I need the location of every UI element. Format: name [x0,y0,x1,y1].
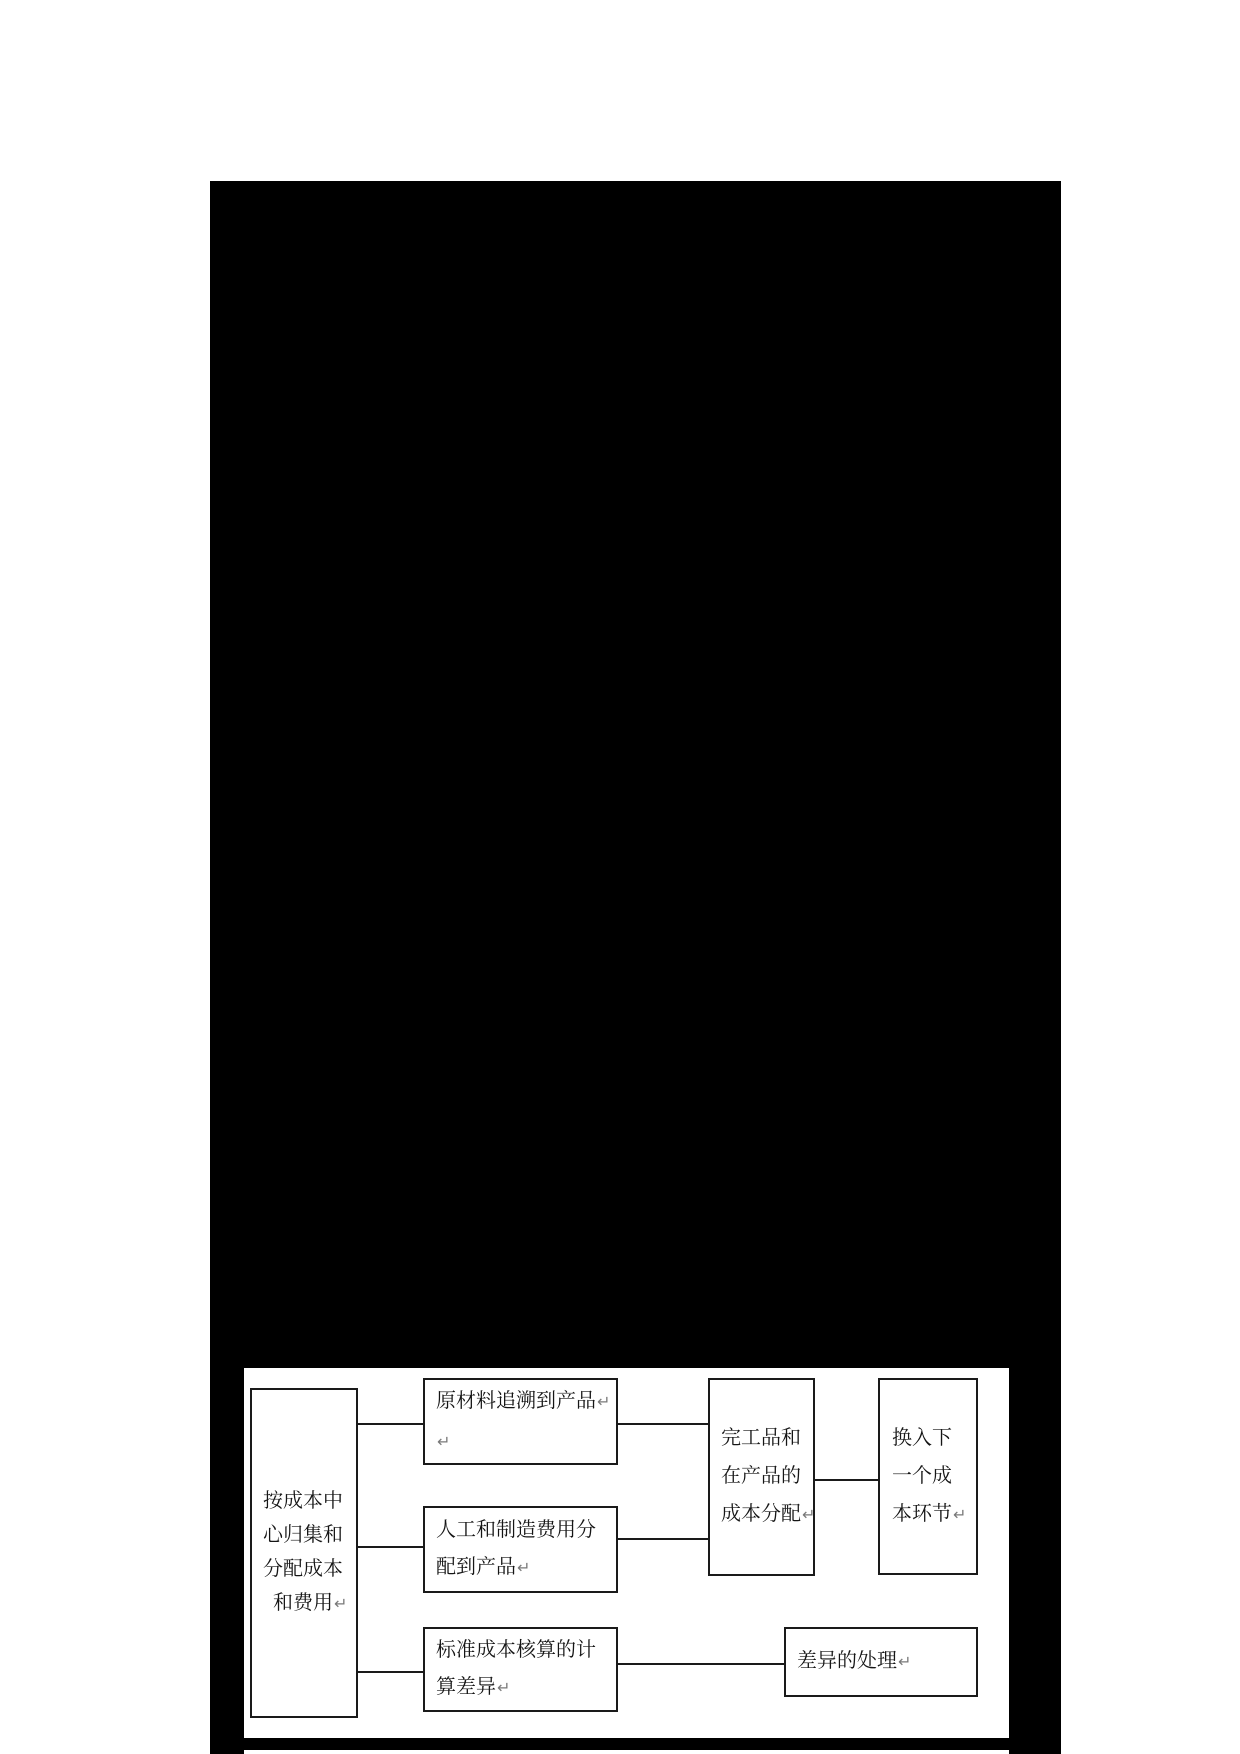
box-text: 按成本中 [263,1490,343,1512]
box-text-line [892,1419,976,1457]
box-text: 原材料追溯到产品 [436,1389,596,1412]
paragraph-return-icon: ↵ [437,1433,451,1451]
box-text: 成本分配 [721,1503,801,1525]
connector-labor-to-finished [618,1538,708,1540]
box-text-line [721,1419,813,1457]
box-text: 在产品的 [721,1465,801,1487]
box-text: 标准成本核算的计 [436,1639,596,1661]
paragraph-return-icon: ↵ [802,1507,816,1524]
box-text: 人工和制造费用分 [436,1519,596,1541]
box-text: 换入下 [892,1426,952,1449]
box-text: 心归集和 [263,1524,343,1546]
paragraph-return-icon: ↵ [517,1560,531,1577]
variance-handling-box [784,1627,978,1697]
box-text-line [436,1382,616,1422]
box-text-line [263,1552,356,1586]
box-text-line [436,1512,616,1549]
raw-materials-tracing-box [423,1378,618,1465]
connector-finished-to-next-stage [815,1479,878,1481]
paragraph-return-icon: ↵ [898,1654,912,1671]
box-text: 一个成 [892,1464,952,1487]
box-text: 配到产品 [436,1556,516,1578]
paragraph-return-icon: ↵ [597,1393,611,1411]
cost-center-collection-box [250,1388,358,1718]
box-text-line [721,1495,816,1535]
connector-left-to-std-cost [358,1671,423,1673]
box-text-line [721,1457,813,1495]
box-text-line [436,1422,616,1462]
box-text: 分配成本 [263,1558,343,1580]
box-text: 和费用 [273,1592,333,1614]
box-text: 差异的处理 [797,1650,897,1672]
box-text-line [263,1586,356,1622]
box-text-line [892,1457,976,1495]
box-text-line [436,1669,616,1707]
paragraph-return-icon: ↵ [334,1596,348,1613]
box-text-line [797,1649,976,1675]
box-text-line [436,1632,616,1669]
box-text: 完工品和 [721,1427,801,1449]
paragraph-return-icon: ↵ [497,1680,511,1697]
box-text-line [263,1484,356,1518]
box-text: 本环节 [892,1502,952,1525]
box-text-line [436,1549,616,1587]
next-cost-stage-box [878,1378,978,1575]
labor-overhead-allocation-box [423,1506,618,1593]
paragraph-return-icon: ↵ [953,1506,967,1524]
box-text: 算差异 [436,1676,496,1698]
box-text-line [892,1495,976,1535]
box-text-line [263,1518,356,1552]
connector-left-to-materials [358,1423,423,1425]
connector-left-to-labor [358,1546,423,1548]
connector-materials-to-finished [618,1423,708,1425]
standard-cost-variance-calc-box [423,1627,618,1712]
connector-std-cost-to-variance [618,1663,784,1665]
finished-goods-wip-allocation-box [708,1378,815,1576]
next-element-top-sliver [244,1750,1009,1754]
